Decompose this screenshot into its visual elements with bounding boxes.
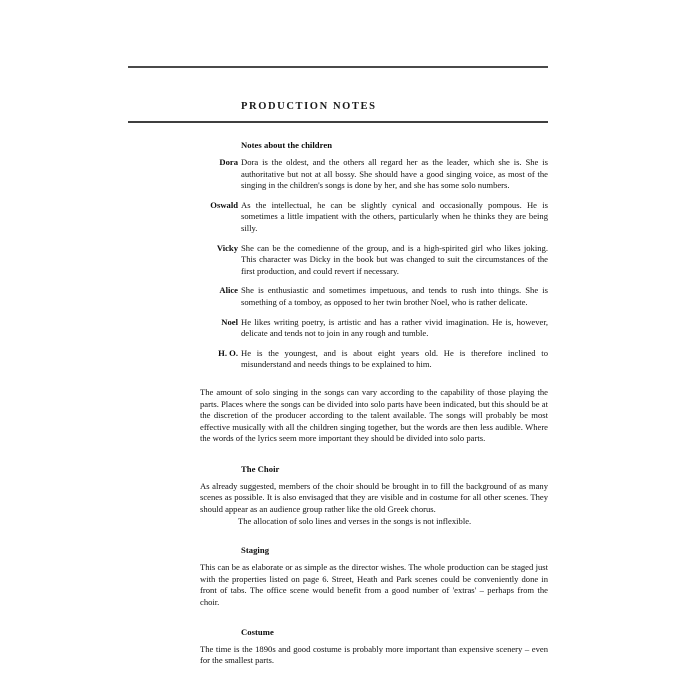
character-name: H. O. [218,347,238,358]
running-head: PRODUCTION NOTES [241,101,377,112]
character-entry [200,243,548,278]
character-entry [200,200,548,235]
character-entry [200,348,548,371]
character-name: Alice [219,285,238,296]
character-name: Dora [219,157,238,167]
character-description: She is enthusiastic and sometimes impetuous, and tends to rush into things. She is something of a tomboy, as opposed to her twin brother Noel, who is rather delicate. [241,285,548,307]
character-description: As the intellectual, he can be slightly cynical and occasionally pompous. He is sometimes a little impatient with the others, particularly when he thinks they are being silly. [241,199,548,233]
paragraph-choir-allocation: The allocation of solo lines and verses in the songs is not inflexible. [238,515,472,526]
section-heading-children: Notes about the children [241,140,333,150]
character-entry [200,317,548,340]
character-entry [200,157,548,192]
paragraph-solo-singing: The amount of solo singing in the songs can vary according to the capability of those playing the parts. Places where the songs can be divided into solo parts have been indicated, but this should be at the discretion of the producer according to the talent available. The songs will probably be most effective musically with all the children singing together, but the words are then less audible. Where the words of the lyrics seem more important they should be divided into solo parts. [200,386,548,444]
paragraph-costume-body: The time is the 1890s and good costume is probably more important than expensive scenery – even for the smallest parts. [200,643,548,666]
paragraph-choir-body: As already suggested, members of the choir should be brought in to fill the background of as many scenes as possible. It is also envisaged that they are visible and in costume for all other scenes. They should appear as an audience group rather like the old Greek chorus. [200,480,548,515]
character-notes-list [200,157,548,371]
section-heading-costume: Costume [241,626,274,637]
character-name: Oswald [210,199,238,210]
character-entry [200,285,548,308]
paragraph-staging-body: This can be as elaborate or as simple as the director wishes. The whole production can be staged just with the properties listed on page 6. Street, Heath and Park scenes could be conveniently done in front of tabs. The office scene would benefit from a good number of 'extras' – perhaps from the choir. [200,562,548,608]
header-rule-top [128,66,548,68]
character-name: Noel [221,316,238,327]
section-heading-staging: Staging [241,545,270,556]
character-description: She can be the comedienne of the group, and is a high-spirited girl who likes joking. This character was Dicky in the book but was changed to suit the circumstances of the first production, and could revert if necessary. [241,242,548,276]
character-name: Vicky [216,242,238,253]
character-description: He is the youngest, and is about eight years old. He is therefore inclined to misunderstand and needs things to be explained to him. [241,347,548,370]
header-rule-bottom [128,121,548,123]
character-description: He likes writing poetry, is artistic and has a rather vivid imagination. He is, however, delicate and tends not to join in any rough and tumble. [241,316,548,339]
character-description: Dora is the oldest, and the others all regard her as the leader, which she is. She is authoritative but not at all bossy. She should have a good singing voice, as most of the singing in the children's songs is done by her, and she has some solo numbers. [241,157,548,191]
document-body [200,140,548,667]
page-header [128,66,548,123]
section-heading-choir: The Choir [241,463,280,474]
